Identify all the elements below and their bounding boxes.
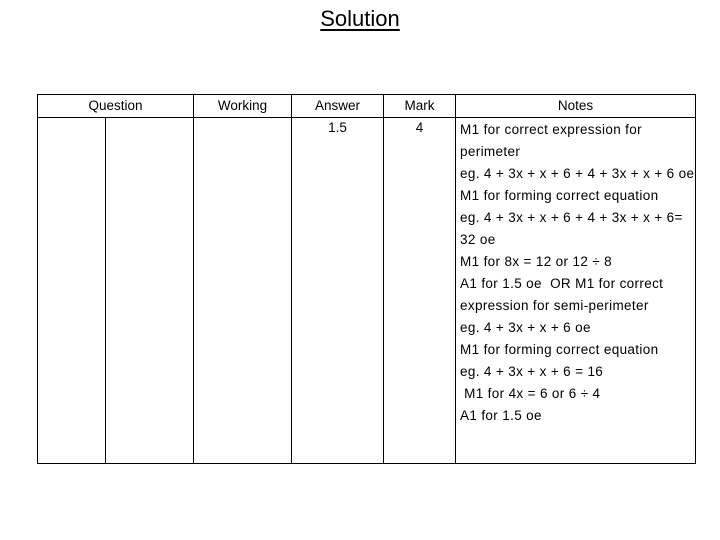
page-title: Solution	[320, 6, 400, 31]
answer-cell: 1.5	[292, 118, 384, 464]
notes-cell	[456, 118, 696, 464]
notes-line: M1 for correct expression for	[460, 122, 642, 137]
working-cell	[194, 118, 292, 464]
notes-line: eg. 4 + 3x + x + 6 oe	[460, 320, 591, 335]
notes-line: M1 for 4x = 6 or 6 ÷ 4	[460, 386, 601, 401]
notes-line: eg. 4 + 3x + x + 6 + 4 + 3x + x + 6=	[460, 210, 683, 225]
notes-line: M1 for 8x = 12 or 12 ÷ 8	[460, 254, 613, 269]
notes-line: A1 for 1.5 oe OR M1 for correct	[460, 276, 664, 291]
notes-line: 32 oe	[460, 232, 496, 247]
notes-header: Notes	[456, 95, 696, 118]
table-row	[38, 118, 696, 464]
notes-line: eg. 4 + 3x + x + 6 + 4 + 3x + x + 6 oe	[460, 166, 695, 181]
question-header: Question	[38, 95, 194, 118]
question-sub-cell	[106, 118, 194, 464]
notes-line: M1 for forming correct equation	[460, 342, 659, 357]
notes-line: perimeter	[460, 144, 521, 159]
question-number-cell	[38, 118, 106, 464]
table-header-row	[38, 95, 696, 118]
mark-scheme-table	[37, 94, 696, 464]
answer-header: Answer	[292, 95, 384, 118]
notes-line: eg. 4 + 3x + x + 6 = 16	[460, 364, 604, 379]
notes-line: expression for semi-perimeter	[460, 298, 649, 313]
mark-header: Mark	[384, 95, 456, 118]
working-header: Working	[194, 95, 292, 118]
notes-line: M1 for forming correct equation	[460, 188, 659, 203]
mark-cell: 4	[384, 118, 456, 464]
notes-line: A1 for 1.5 oe	[460, 408, 542, 423]
